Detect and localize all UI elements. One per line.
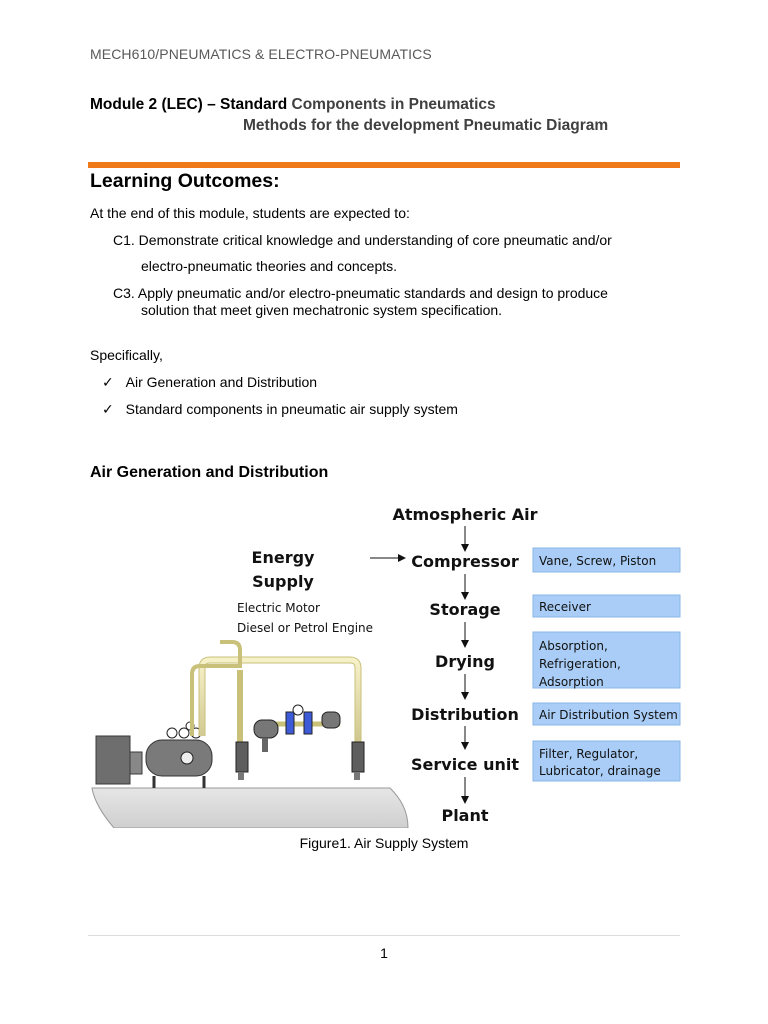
energy-label-line2: Supply [252,572,314,591]
outcome-c3-line1: C3. Apply pneumatic and/or electro-pneumatic standards and design to produce [113,285,608,301]
air-supply-diagram [90,498,682,828]
distribution-text: Air Distribution System [539,708,678,722]
learning-outcomes-title: Learning Outcomes: [90,170,280,192]
list-item-label: Standard components in pneumatic air supply system [125,401,458,417]
section-title: Air Generation and Distribution [90,464,329,481]
compressor-types-text: Vane, Screw, Piston [539,554,657,568]
list-item-label: Air Generation and Distribution [125,374,318,390]
outcome-c3-line2: solution that meet given mechatronic system specification. [141,302,503,318]
figure-caption: Figure1. Air Supply System [299,835,469,851]
flow-distribution: Distribution [411,705,519,724]
flow-compressor: Compressor [411,552,519,571]
drying-text-2: Refrigeration, [539,657,621,671]
outcomes-intro: At the end of this module, students are expected to: [90,205,410,221]
module-subtitle: Methods for the development Pneumatic Diagram [243,117,609,134]
accent-divider [88,162,680,168]
checkmark-icon: ✓ [102,374,114,390]
flow-atmospheric-air: Atmospheric Air [392,505,538,524]
air-supply-illustration [92,642,408,828]
engine-label: Diesel or Petrol Engine [237,621,374,635]
page-number: 1 [380,945,388,961]
service-text-1: Filter, Regulator, [539,747,639,761]
module-title [90,94,609,134]
flow-drying: Drying [435,652,495,671]
module-title-rest: Components in Pneumatics [291,96,496,113]
list-item [102,401,458,418]
specifically-label: Specifically, [90,347,163,363]
outcome-c1-line1: C1. Demonstrate critical knowledge and understanding of core pneumatic and/or [113,232,612,248]
drying-text-1: Absorption, [539,639,608,653]
electric-motor-label: Electric Motor [237,601,320,615]
outcome-c1-line2: electro-pneumatic theories and concepts. [141,258,398,274]
flow-service-unit: Service unit [411,755,519,774]
flow-plant: Plant [441,806,489,825]
storage-text: Receiver [539,600,591,614]
service-text-2: Lubricator, drainage [539,764,661,778]
drying-text-3: Adsorption [539,675,604,689]
checkmark-icon: ✓ [102,401,114,417]
document-header: MECH610/PNEUMATICS & ELECTRO-PNEUMATICS [90,46,432,62]
list-item [102,374,317,391]
module-title-prefix: Module 2 (LEC) – Standard [90,96,292,113]
footer-divider [88,935,680,936]
flow-storage: Storage [429,600,501,619]
energy-label-line1: Energy [251,548,315,567]
